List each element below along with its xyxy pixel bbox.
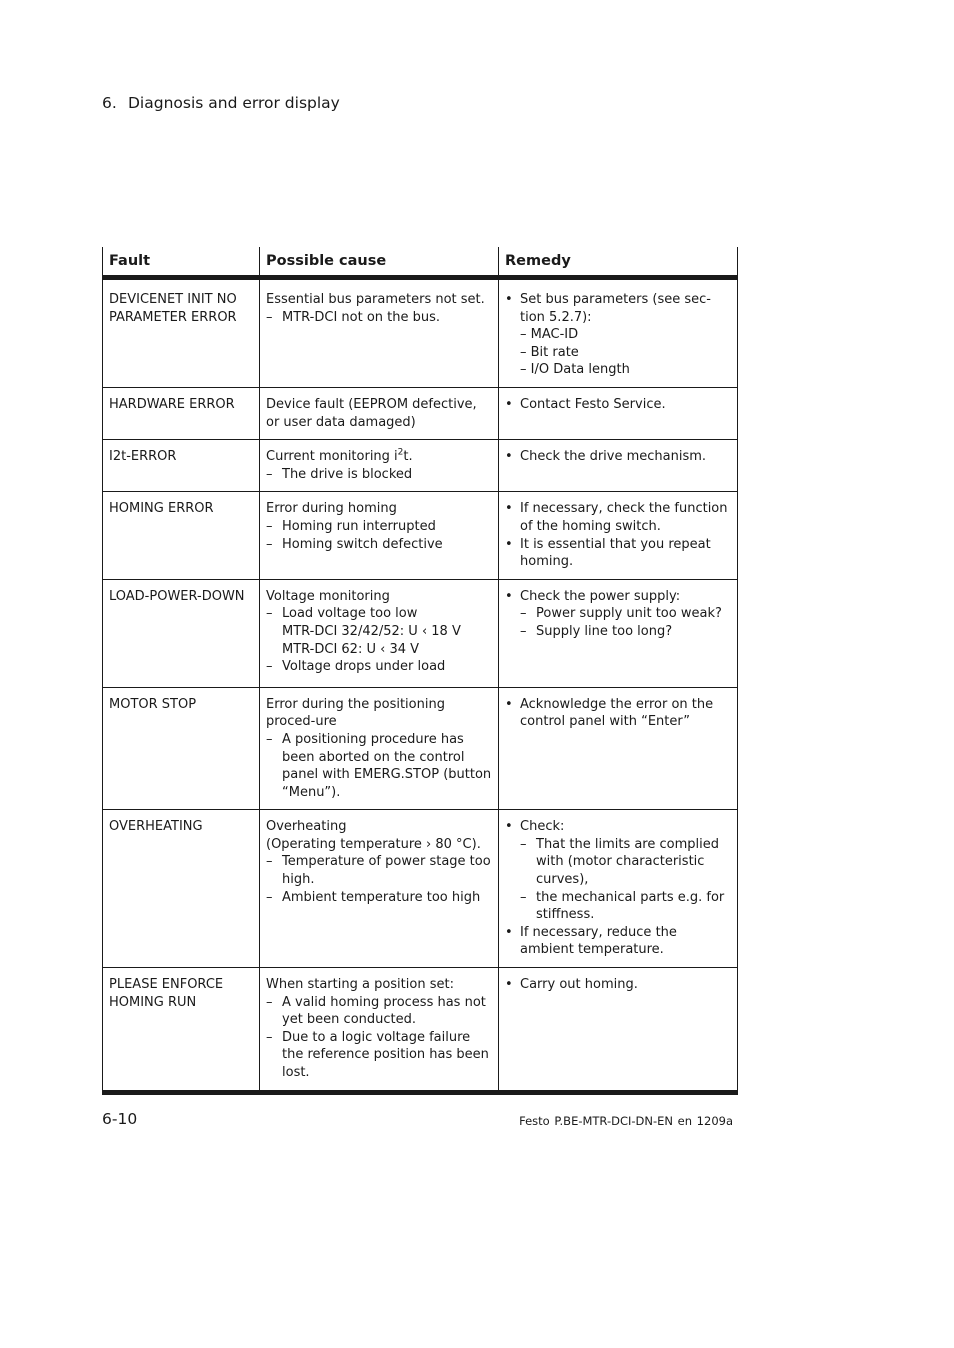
remedy-subitem: – the mechanical parts e.g. for stiffness. [520,889,725,923]
remedy-cell [499,278,738,388]
table-row [103,810,738,968]
remedy-cell [499,492,738,579]
cause-item: – Voltage drops under load [266,659,446,675]
remedy-cell [499,687,738,810]
table-row [103,278,738,388]
remedy-subitem: – That the limits are complied with (motor characteristic curves), [520,836,719,888]
column-header-fault: Fault [103,247,260,278]
remedy-item: • Set bus parameters (see sec-tion 5.2.7): – MAC-ID – Bit rate – I/O Data length [505,291,731,379]
fault-cell: HARDWARE ERROR [103,387,260,439]
fault-cell: HOMING ERROR [103,492,260,579]
chapter-title: Diagnosis and error display [128,94,340,112]
remedy-item: • If necessary, reduce the ambient temperature. [505,924,677,958]
cause-cell [260,278,499,388]
remedy-subitem: – Power supply unit too weak? [520,606,722,622]
cause-text: (Operating temperature › 80 °C). [266,836,481,852]
cause-text: Error during the positioning proced-ure [266,696,445,730]
chapter-number: 6. [102,94,117,112]
remedy-cell [499,387,738,439]
remedy-item: • Check the drive mechanism. [505,449,707,465]
fault-cell: MOTOR STOP [103,687,260,810]
remedy-cell [499,440,738,492]
cause-item: – Homing run interrupted [266,518,436,534]
remedy-subitem: – I/O Data length [520,362,630,378]
remedy-item: • Contact Festo Service. [505,396,666,412]
cause-text: Overheating [266,819,347,835]
cause-cell [260,968,499,1093]
table-row [103,968,738,1093]
cause-item: – A positioning procedure has been aborted on the control panel with EMERG.STOP (button “Menu”). [266,731,492,800]
cause-text: Current monitoring $i^2t$. [266,447,413,465]
column-header-remedy: Remedy [499,247,738,278]
cause-subline: MTR-DCI 32/42/52: U ‹ 18 V [282,623,461,639]
cause-item: – The drive is blocked [266,466,413,482]
remedy-item: • Acknowledge the error on the control panel with “Enter” [505,696,714,730]
table-row [103,579,738,687]
page-number: 6-10 [102,1110,138,1128]
remedy-item: • It is essential that you repeat homing. [505,536,711,570]
fault-table [102,247,738,1095]
fault-cell: LOAD-POWER-DOWN [103,579,260,687]
cause-cell [260,687,499,810]
table-row [103,492,738,579]
fault-cell: OVERHEATING [103,810,260,968]
cause-item: – A valid homing process has not yet been conducted. [266,994,486,1028]
remedy-cell [499,968,738,1093]
column-header-cause: Possible cause [260,247,499,278]
document-reference: Festo P.BE-MTR-DCI-DN-EN en 1209a [519,1114,733,1128]
cause-item: – MTR-DCI not on the bus. [266,309,441,325]
remedy-item: • Carry out homing. [505,977,638,993]
chapter-heading [102,94,340,112]
cause-cell [260,810,499,968]
cause-text: Error during homing [266,501,397,517]
remedy-subitem: – Bit rate [520,344,579,360]
remedy-cell [499,810,738,968]
cause-cell [260,579,499,687]
table-row [103,440,738,492]
cause-subline: MTR-DCI 62: U ‹ 34 V [282,641,420,657]
remedy-subitem: – MAC-ID [520,327,579,343]
remedy-subitem: – Supply line too long? [520,623,673,639]
table-row [103,387,738,439]
fault-cell: PLEASE ENFORCE HOMING RUN [103,968,260,1093]
cause-item: – Load voltage too low MTR-DCI 32/42/52: U ‹ 18 V MTR-DCI 62: U ‹ 34 V [266,605,492,658]
cause-item: – Due to a logic voltage failure the reference position has been lost. [266,1029,489,1080]
fault-cell: I2t-ERROR [103,440,260,492]
cause-cell [260,440,499,492]
remedy-cell [499,579,738,687]
fault-cell: DEVICENET INIT NO PARAMETER ERROR [103,278,260,388]
table-header-row [103,247,738,278]
cause-text: Voltage monitoring [266,588,390,604]
cause-text: When starting a position set: [266,977,454,993]
table-row [103,687,738,810]
cause-text: Essential bus parameters not set. [266,292,485,307]
cause-cell [260,492,499,579]
cause-item: – Temperature of power stage too high. [266,854,491,888]
remedy-item: • If necessary, check the function of the homing switch. [505,501,728,534]
cause-cell: Device fault (EEPROM defective, or user data damaged) [260,387,499,439]
cause-item: – Homing switch defective [266,536,443,552]
remedy-item: • Check the power supply: – Power supply unit too weak? – Supply line too long? [505,588,731,641]
remedy-item: • Check: – That the limits are complied with (motor characteristic curves), – the mechanical parts e.g. for stiffness. [505,818,731,924]
cause-item: – Ambient temperature too high [266,889,481,905]
